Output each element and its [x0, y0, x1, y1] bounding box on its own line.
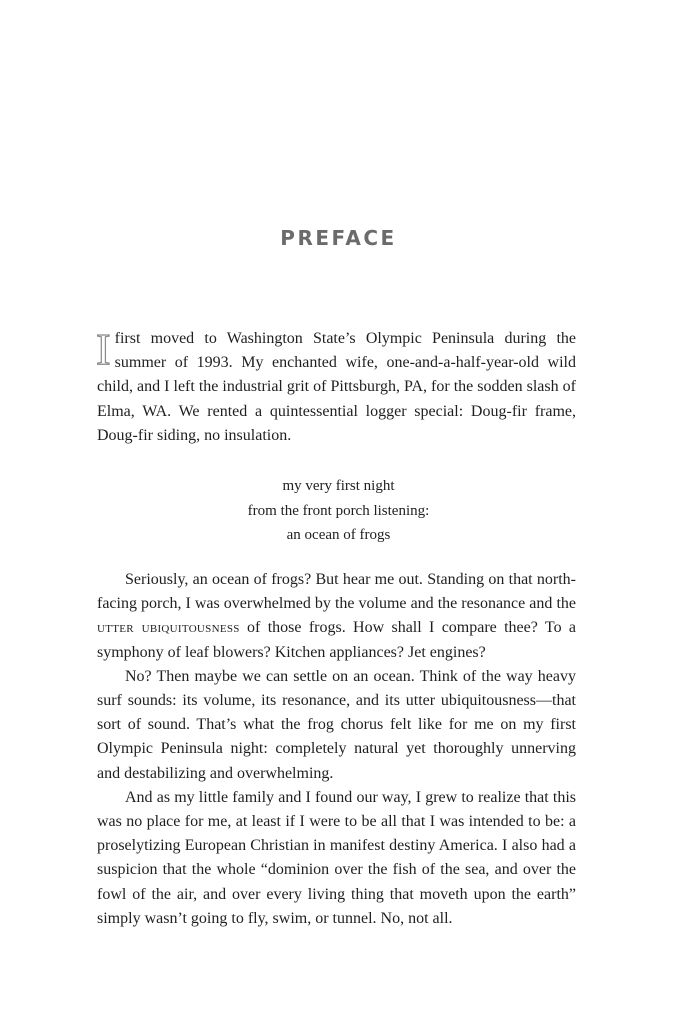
haiku-line-1: my very first night [282, 478, 395, 494]
paragraph-3: And as my little family and I found our way, I grew to realize that this was no place for me, at least if I were to be all that I was intended to be: a proselytizing European Christian in manifest destiny America. I also had a suspicion that the whole “dominion over the fish of the sea, and over the fowl of the air, and over every living thing that moveth upon the earth” simply wasn’t going to fly, swim, or tunnel. No, not all. [97, 788, 576, 927]
drop-cap: I [96, 325, 111, 374]
intro-text: first moved to Washington State’s Olympic Peninsula during the summer of 1993. My enchanted wife, one-and-a-half-year-old wild child, and I left the industrial grit of Pittsburgh, PA, for the sodden slash of Elma, WA. We rented a quintessential logger special: Doug-fir frame, Doug-fir siding, no insulation. [97, 330, 576, 444]
haiku [0, 474, 677, 548]
paragraph-1-start: Seriously, an ocean of frogs? But hear me out. Standing on that north-facing porch, I was overwhelmed by the volume and the resonance and the [97, 571, 576, 613]
paragraph-1-smallcaps: utter ubiquitousness [97, 619, 240, 637]
intro-paragraph [97, 327, 576, 448]
paragraph-1 [97, 568, 576, 665]
haiku-line-3: an ocean of frogs [286, 527, 391, 543]
main-text [97, 568, 576, 931]
paragraph-1-end: of those frogs. How shall I compare thee? To a symphony of leaf blowers? Kitchen appliances? Jet engines? [97, 619, 577, 661]
paragraph-2: No? Then maybe we can settle on an ocean. Think of the way heavy surf sounds: its volume, its resonance, and its utter ubiquitousness—that sort of sound. That’s what the frog chorus felt like for me on my first Olympic Peninsula night: completely natural yet thoroughly unnerving and destabilizing and overwhelming. [97, 667, 576, 782]
haiku-line-2: from the front porch listening: [247, 502, 430, 519]
chapter-title: PREFACE [280, 226, 397, 250]
